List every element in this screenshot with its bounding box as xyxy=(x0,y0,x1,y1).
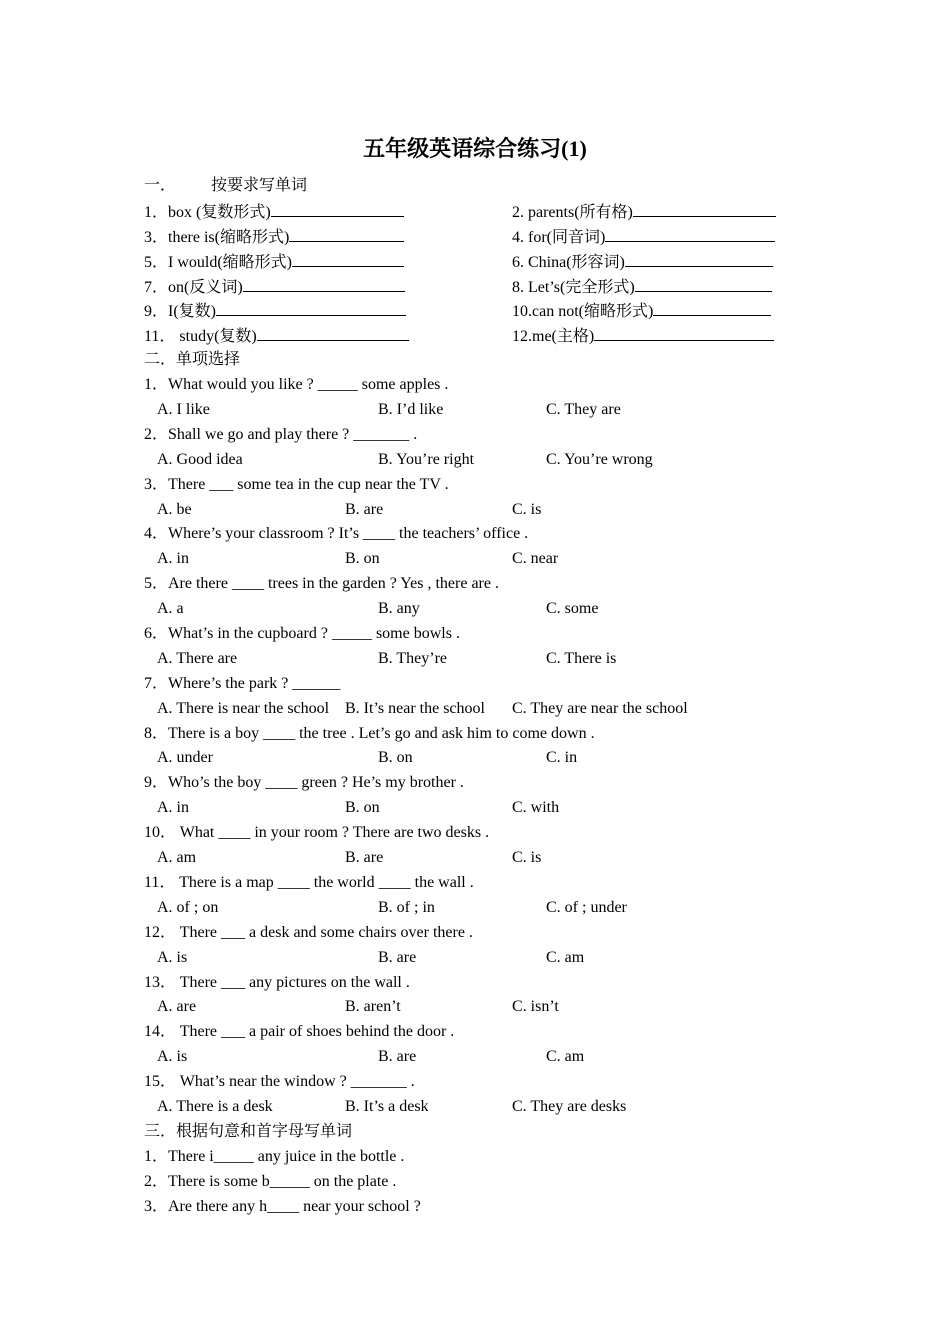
option-c[interactable]: C. near xyxy=(512,550,559,568)
question-line: 2．Shall we go and play there ? _______ . xyxy=(144,425,418,443)
option-b[interactable]: B. are xyxy=(378,948,417,966)
worksheet-content xyxy=(144,174,804,1219)
section1-heading-number: 一． xyxy=(144,177,177,194)
option-c[interactable]: C. of ; under xyxy=(546,898,627,916)
option-c[interactable]: C. am xyxy=(546,948,585,966)
question-line: 3．There ___ some tea in the cup near the TV . xyxy=(144,475,449,493)
option-b[interactable]: B. You’re right xyxy=(378,450,475,468)
section1-heading xyxy=(144,174,804,199)
option-a[interactable]: A. be xyxy=(157,500,192,518)
answer-blank[interactable] xyxy=(271,199,404,217)
option-a[interactable]: A. under xyxy=(157,749,213,767)
option-a[interactable]: A. am xyxy=(157,849,197,867)
question-line: 8．There is a boy ____ the tree . Let’s go and ask him to come down . xyxy=(144,724,595,742)
answer-blank[interactable] xyxy=(289,224,404,242)
option-c[interactable]: C. isn’t xyxy=(512,998,559,1016)
answer-blank[interactable] xyxy=(292,249,404,267)
question-line: 14． There ___ a pair of shoes behind the door . xyxy=(144,1023,455,1041)
answer-blank[interactable] xyxy=(635,274,772,292)
question-line: 10． What ____ in your room ? There are two desks . xyxy=(144,824,490,842)
word-item: 3．there is(缩略形式) xyxy=(144,224,404,251)
answer-blank[interactable] xyxy=(625,249,773,267)
option-b[interactable]: B. It’s a desk xyxy=(345,1097,429,1115)
question-line: 5．Are there ____ trees in the garden ? Yes , there are . xyxy=(144,575,499,593)
option-c[interactable]: C. is xyxy=(512,849,542,867)
option-b[interactable]: B. on xyxy=(345,799,380,817)
option-a[interactable]: A. in xyxy=(157,550,189,568)
options-line xyxy=(144,995,804,1020)
option-c[interactable]: C. They are desks xyxy=(512,1097,627,1115)
option-c[interactable]: C. some xyxy=(546,600,599,618)
fill-item: 1．There i_____ any juice in the bottle . xyxy=(144,1147,405,1165)
option-c[interactable]: C. You’re wrong xyxy=(546,450,653,468)
word-item: 1．box (复数形式) xyxy=(144,199,404,226)
word-item: 6. China(形容词) xyxy=(512,249,773,276)
question-line: 11． There is a map ____ the world ____ the wall . xyxy=(144,873,474,891)
options-line xyxy=(144,796,804,821)
section1-row xyxy=(144,249,804,274)
word-item: 10.can not(缩略形式) xyxy=(512,298,771,325)
option-b[interactable]: B. I’d like xyxy=(378,401,444,419)
question-line: 12． There ___ a desk and some chairs over there . xyxy=(144,923,473,941)
option-c[interactable]: C. am xyxy=(546,1048,585,1066)
answer-blank[interactable] xyxy=(605,224,775,242)
answer-blank[interactable] xyxy=(243,274,405,292)
fill-item: 2．There is some b_____ on the plate . xyxy=(144,1172,397,1190)
section1-row xyxy=(144,199,804,224)
answer-blank[interactable] xyxy=(594,323,774,341)
section1-row xyxy=(144,298,804,323)
word-item: 7．on(反义词) xyxy=(144,274,405,301)
option-c[interactable]: C. in xyxy=(546,749,578,767)
option-a[interactable]: A. is xyxy=(157,1048,188,1066)
option-a[interactable]: A. of ; on xyxy=(157,898,219,916)
option-b[interactable]: B. of ; in xyxy=(378,898,435,916)
section1-row xyxy=(144,323,804,348)
option-b[interactable]: B. It’s near the school xyxy=(345,699,485,717)
question-line: 13． There ___ any pictures on the wall . xyxy=(144,973,410,991)
options-line xyxy=(144,547,804,572)
options-line xyxy=(144,647,804,672)
options-line xyxy=(144,448,804,473)
option-a[interactable]: A. There is near the school xyxy=(157,699,330,717)
section1-row xyxy=(144,274,804,299)
options-line xyxy=(144,398,804,423)
options-line xyxy=(144,946,804,971)
word-item: 5．I would(缩略形式) xyxy=(144,249,404,276)
answer-blank[interactable] xyxy=(216,298,406,316)
answer-blank[interactable] xyxy=(653,298,771,316)
section1-row xyxy=(144,224,804,249)
option-b[interactable]: B. aren’t xyxy=(345,998,401,1016)
section2-heading: 二．单项选择 xyxy=(144,351,241,369)
section1-heading-text: 按要求写单词 xyxy=(211,177,308,194)
option-a[interactable]: A. There are xyxy=(157,649,238,667)
options-line xyxy=(144,498,804,523)
option-b[interactable]: B. on xyxy=(345,550,380,568)
word-item: 4. for(同音词) xyxy=(512,224,775,251)
option-c[interactable]: C. with xyxy=(512,799,560,817)
option-b[interactable]: B. They’re xyxy=(378,649,448,667)
option-a[interactable]: A. There is a desk xyxy=(157,1097,273,1115)
option-c[interactable]: C. They are xyxy=(546,401,621,419)
option-b[interactable]: B. are xyxy=(345,500,384,518)
question-line: 15． What’s near the window ? _______ . xyxy=(144,1073,415,1091)
option-c[interactable]: C. There is xyxy=(546,649,617,667)
section3-heading: 三．根据句意和首字母写单词 xyxy=(144,1122,353,1140)
answer-blank[interactable] xyxy=(257,323,409,341)
option-b[interactable]: B. any xyxy=(378,600,420,618)
option-b[interactable]: B. are xyxy=(345,849,384,867)
option-a[interactable]: A. I like xyxy=(157,401,210,419)
word-item: 9．I(复数) xyxy=(144,298,406,325)
question-line: 7．Where’s the park ? ______ xyxy=(144,674,341,692)
options-line xyxy=(144,1045,804,1070)
question-line: 9．Who’s the boy ____ green ? He’s my brother . xyxy=(144,774,464,792)
word-item: 8. Let’s(完全形式) xyxy=(512,274,772,301)
options-line xyxy=(144,597,804,622)
option-a[interactable]: A. Good idea xyxy=(157,450,243,468)
option-c[interactable]: C. They are near the school xyxy=(512,699,688,717)
option-a[interactable]: A. a xyxy=(157,600,184,618)
options-line xyxy=(144,896,804,921)
option-a[interactable]: A. in xyxy=(157,799,189,817)
option-a[interactable]: A. is xyxy=(157,948,188,966)
question-line: 6．What’s in the cupboard ? _____ some bowls . xyxy=(144,625,460,643)
answer-blank[interactable] xyxy=(633,199,776,217)
word-item: 11． study(复数) xyxy=(144,323,409,350)
option-c[interactable]: C. is xyxy=(512,500,542,518)
page-title: 五年级英语综合练习(1) xyxy=(363,136,587,161)
question-line: 4．Where’s your classroom ? It’s ____ the teachers’ office . xyxy=(144,525,529,543)
fill-item: 3．Are there any h____ near your school ? xyxy=(144,1197,421,1215)
word-item: 12.me(主格) xyxy=(512,323,774,350)
word-item: 2. parents(所有格) xyxy=(512,199,776,226)
option-b[interactable]: B. on xyxy=(378,749,413,767)
option-a[interactable]: A. are xyxy=(157,998,197,1016)
options-line xyxy=(144,746,804,771)
options-line xyxy=(144,846,804,871)
options-line xyxy=(144,1095,804,1120)
options-line xyxy=(144,697,804,722)
option-b[interactable]: B. are xyxy=(378,1048,417,1066)
question-line: 1．What would you like ? _____ some apples . xyxy=(144,376,449,394)
